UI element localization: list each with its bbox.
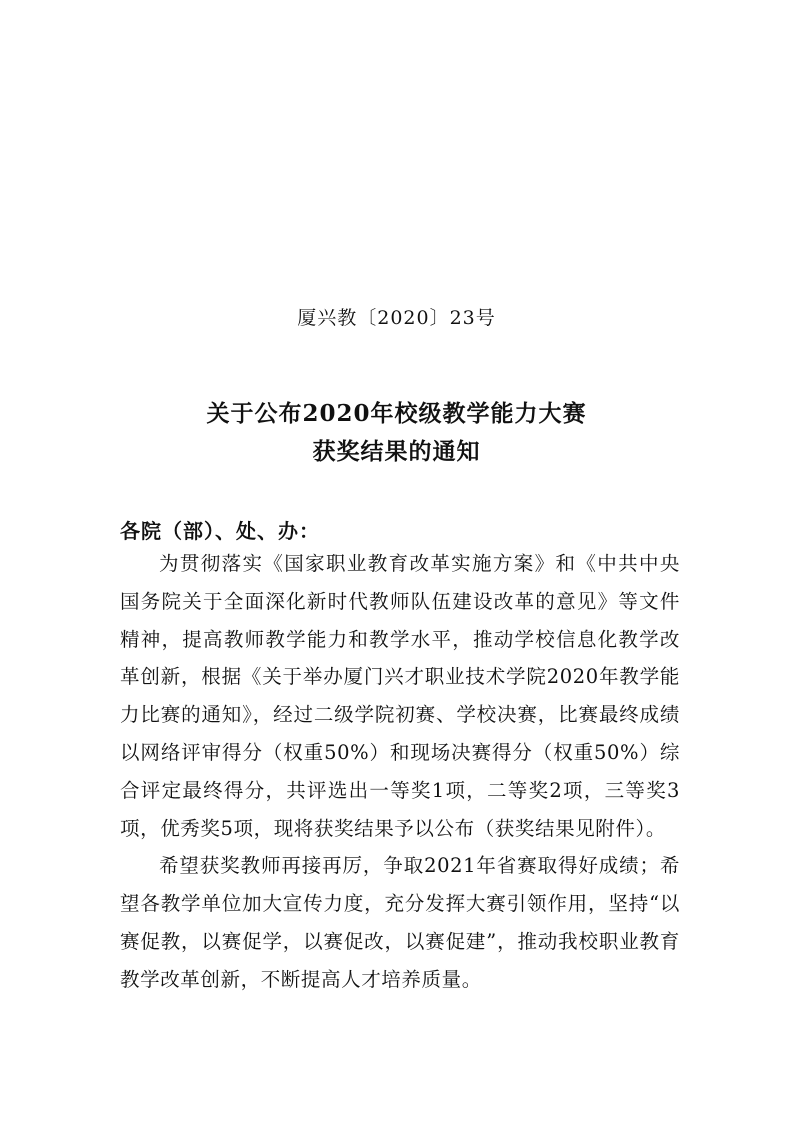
body-paragraph-1: 为贯彻落实《国家职业教育改革实施方案》和《中共中央国务院关于全面深化新时代教师队伍建设改革的意见》等文件精神，提高教师教学能力和教学水平，推动学校信息化教学改革创新，根据《关于举办厦门兴才职业技术学院2020年教学能力比赛的通知》，经过二级学院初赛、学校决赛，比赛最终成绩以网络评审得分（权重50%）和现场决赛得分（权重50%）综合评定最终得分，共评选出一等奖1项，二等奖2项，三等奖3项，优秀奖5项，现将获奖结果予以公布（获奖结果见附件）。 — [120, 552, 680, 840]
document-number: 厦兴教〔2020〕23号 — [297, 307, 496, 329]
title-line-2: 获奖结果的通知 — [312, 438, 481, 465]
document-title — [0, 395, 793, 471]
salutation: 各院（部）、处、办： — [120, 519, 320, 543]
document-body — [120, 545, 680, 999]
title-line-1: 关于公布2020年校级教学能力大赛 — [206, 400, 587, 427]
body-paragraph-2: 希望获奖教师再接再厉，争取2021年省赛取得好成绩；希望各教学单位加大宣传力度，充分发挥大赛引领作用，坚持“以赛促教，以赛促学，以赛促改，以赛促建”，推动我校职业教育教学改革创新，不断提高人才培养质量。 — [120, 854, 680, 991]
